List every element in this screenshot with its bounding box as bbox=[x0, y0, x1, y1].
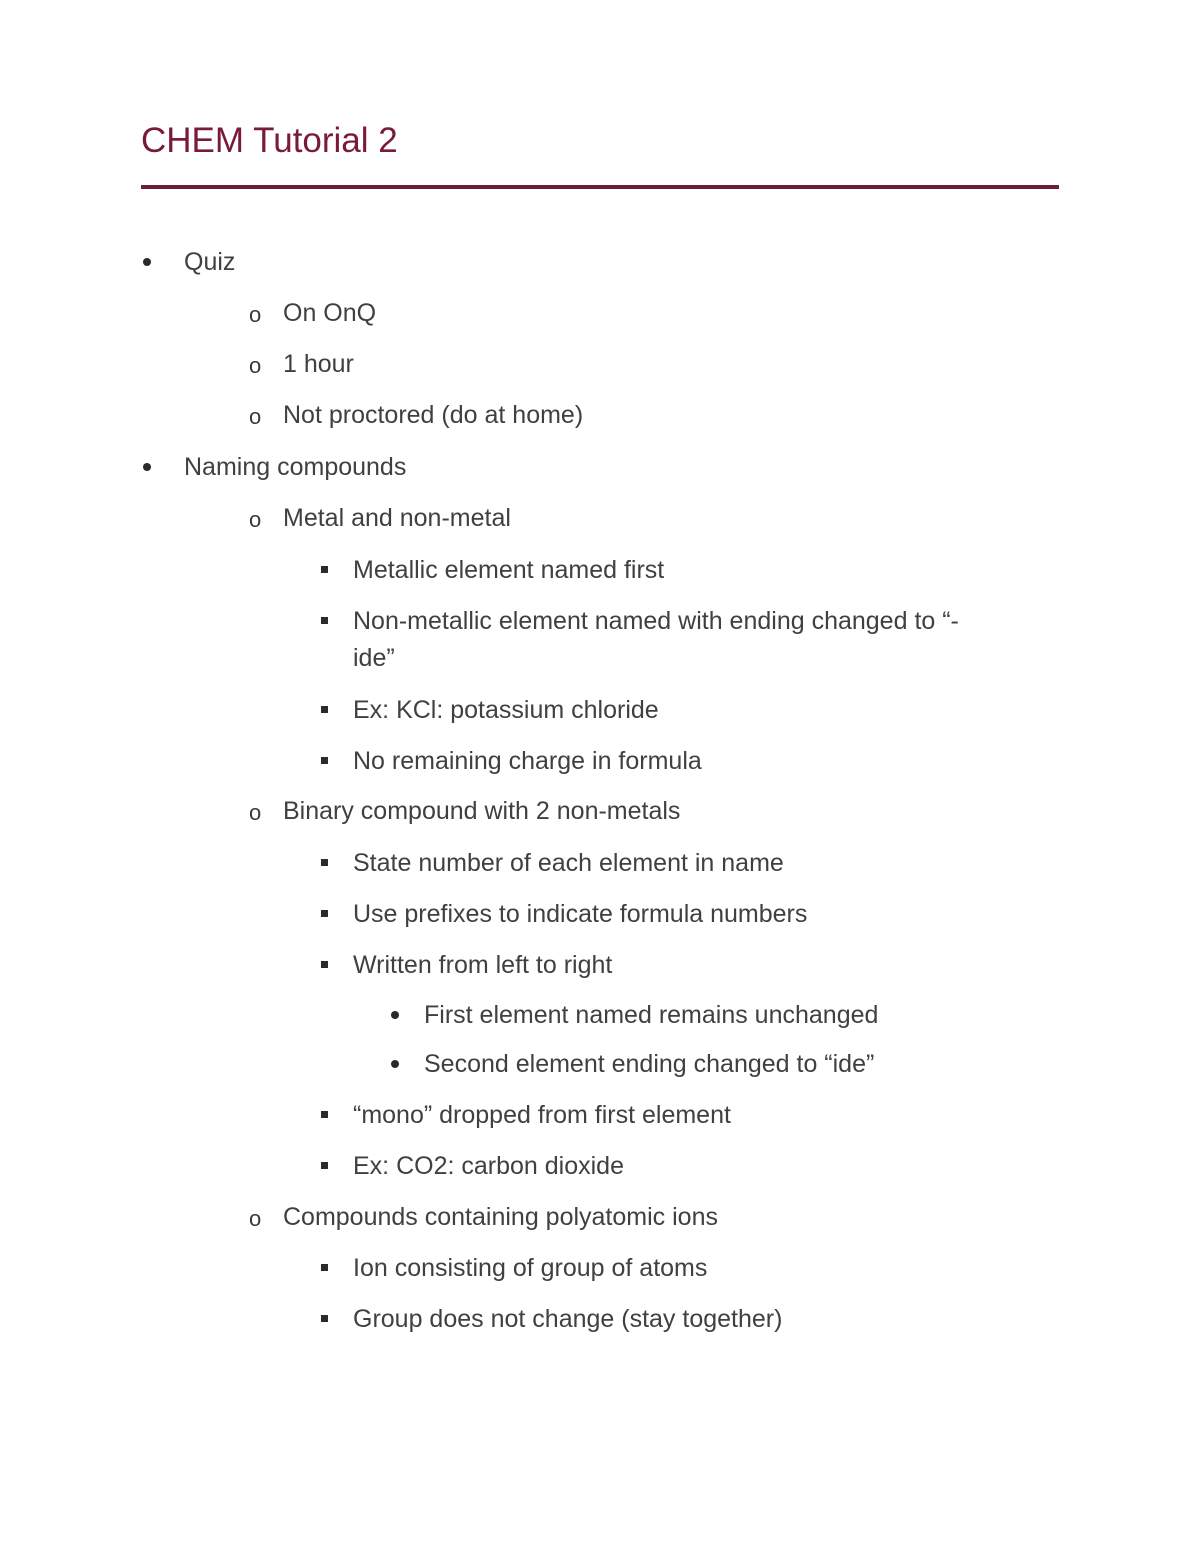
list-item-text: ide” bbox=[353, 644, 395, 672]
list-item-text: Second element ending changed to “ide” bbox=[424, 1050, 875, 1078]
list-item-text: No remaining charge in formula bbox=[353, 747, 702, 775]
list-item-text: Group does not change (stay together) bbox=[353, 1305, 783, 1333]
list-item-text: Not proctored (do at home) bbox=[283, 401, 584, 429]
bullet-square-icon bbox=[321, 910, 328, 917]
bullet-dot-icon bbox=[143, 258, 151, 266]
bullet-square-icon bbox=[321, 757, 328, 764]
bullet-dot-icon bbox=[391, 1011, 399, 1019]
list-item-text: Ex: KCl: potassium chloride bbox=[353, 696, 659, 724]
list-item-text: First element named remains unchanged bbox=[424, 1001, 879, 1029]
list-item-text: On OnQ bbox=[283, 299, 377, 327]
list-item-text: Binary compound with 2 non-metals bbox=[283, 797, 681, 825]
bullet-square-icon bbox=[321, 859, 328, 866]
bullet-square-icon bbox=[321, 706, 328, 713]
bullet-square-icon bbox=[321, 617, 328, 624]
page-title: CHEM Tutorial 2 bbox=[141, 121, 398, 160]
list-item-text: Metal and non-metal bbox=[283, 504, 511, 532]
bullet-circle-icon: o bbox=[249, 507, 262, 532]
list-item-text: “mono” dropped from first element bbox=[353, 1101, 731, 1129]
list-item-text: Metallic element named first bbox=[353, 556, 665, 584]
bullet-circle-icon: o bbox=[249, 353, 262, 378]
list-item-text: Non-metallic element named with ending changed to “- bbox=[353, 607, 959, 635]
list-item-text: Naming compounds bbox=[184, 453, 407, 481]
bullet-circle-icon: o bbox=[249, 1206, 262, 1231]
bullet-dot-icon bbox=[143, 463, 151, 471]
bullet-square-icon bbox=[321, 1162, 328, 1169]
bullet-square-icon bbox=[321, 961, 328, 968]
list-item-text: 1 hour bbox=[283, 350, 354, 378]
list-item-text: Use prefixes to indicate formula numbers bbox=[353, 900, 808, 928]
title-divider bbox=[141, 185, 1059, 189]
bullet-square-icon bbox=[321, 1111, 328, 1118]
list-item-text: Written from left to right bbox=[353, 951, 613, 979]
bullet-circle-icon: o bbox=[249, 800, 262, 825]
list-item-text: Compounds containing polyatomic ions bbox=[283, 1203, 718, 1231]
list-item-text: Ion consisting of group of atoms bbox=[353, 1254, 708, 1282]
bullet-square-icon bbox=[321, 1264, 328, 1271]
list-item-text: Quiz bbox=[184, 248, 236, 276]
bullet-dot-icon bbox=[391, 1060, 399, 1068]
bullet-circle-icon: o bbox=[249, 404, 262, 429]
bullet-square-icon bbox=[321, 1315, 328, 1322]
bullet-square-icon bbox=[321, 566, 328, 573]
list-item-text: Ex: CO2: carbon dioxide bbox=[353, 1152, 624, 1180]
bullet-circle-icon: o bbox=[249, 302, 262, 327]
list-item-text: State number of each element in name bbox=[353, 849, 784, 877]
